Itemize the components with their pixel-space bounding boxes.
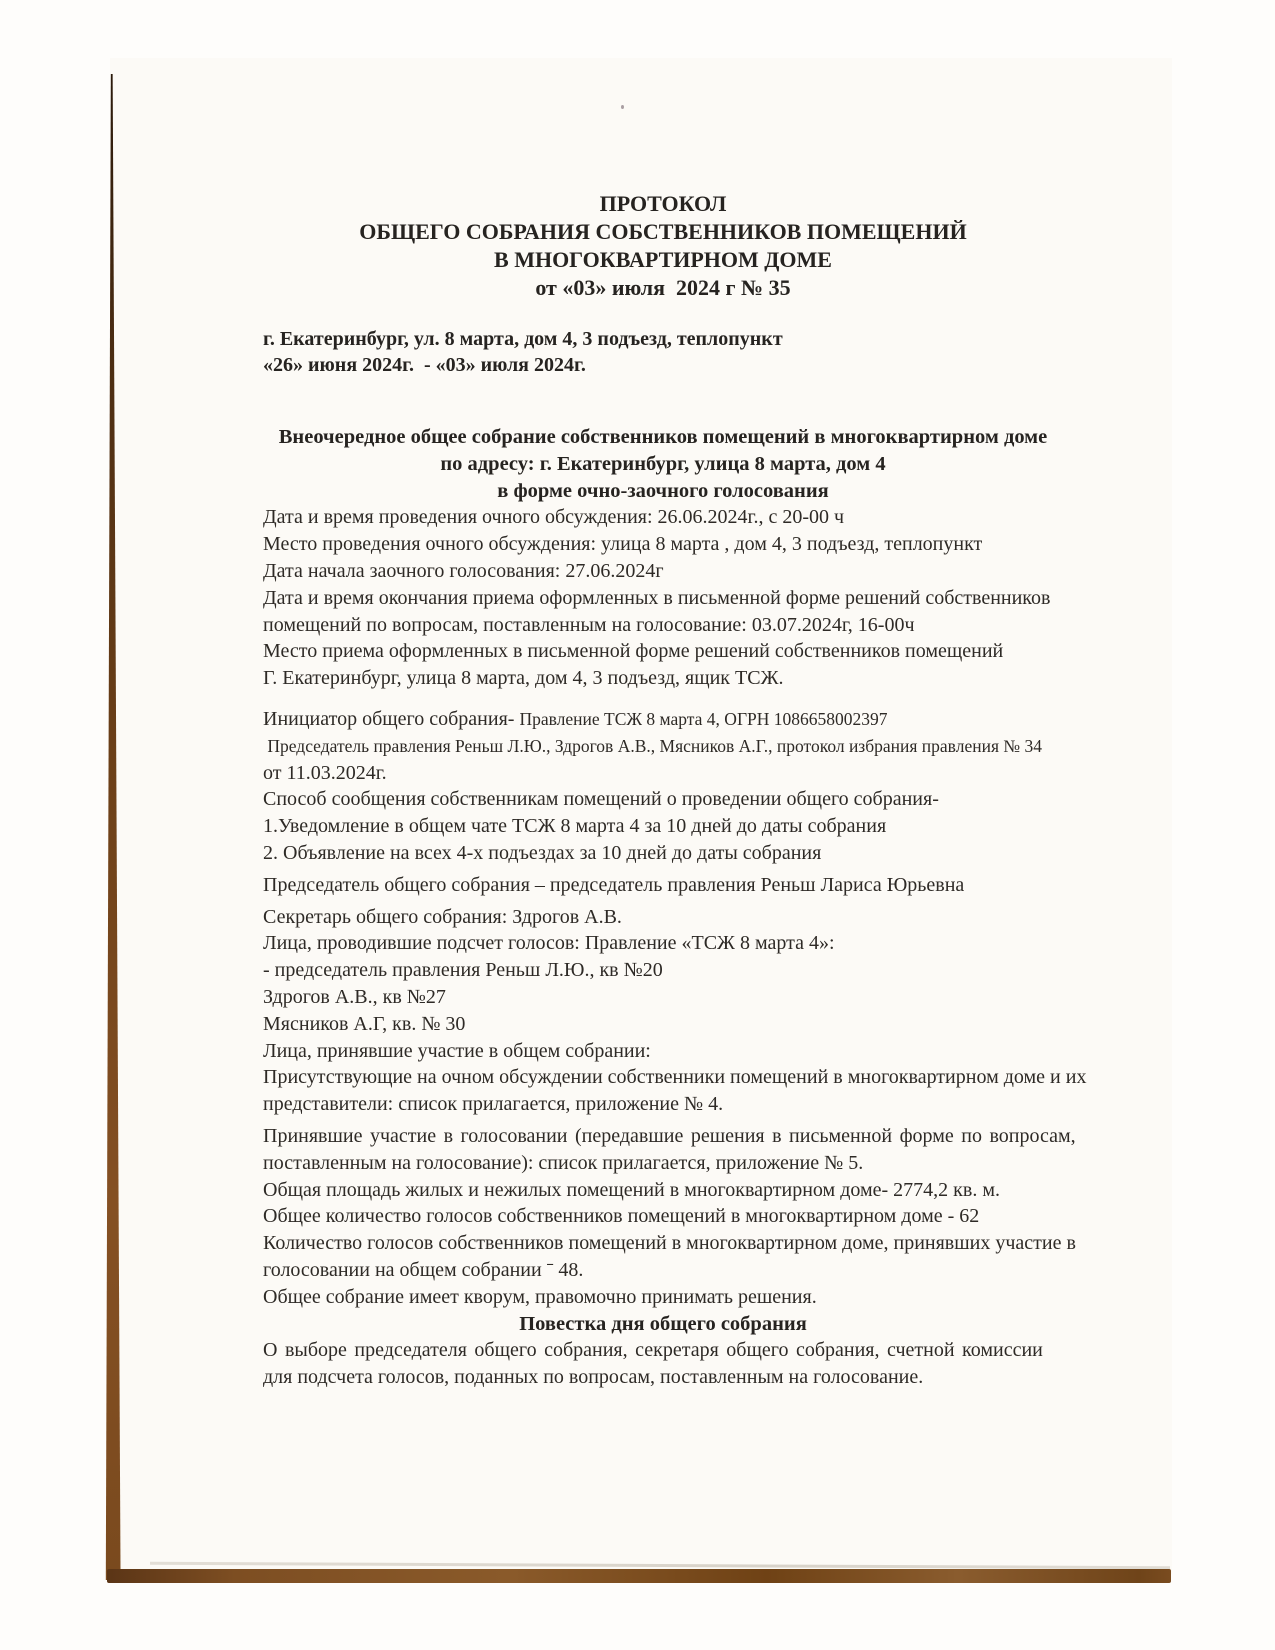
document-line: Дата и время окончания приема оформленных в письменной форме решений собственников [263,586,1051,609]
document-line: помещений по вопросам, поставленным на голосование: 03.07.2024г, 16-00ч [263,613,915,636]
document-line: Внеочередное общее собрание собственников помещений в многоквартирном доме [278,426,1048,448]
document-line: Место проведения очного обсуждения: улица 8 марта , дом 4, 3 подъезд, теплопункт [263,533,983,556]
document-title-line: ОБЩЕГО СОБРАНИЯ СОБСТВЕННИКОВ ПОМЕЩЕНИЙ [359,219,967,244]
scan-edge-bottom [107,1569,1171,1583]
document-line: в форме очно-заочного голосования [497,479,829,502]
text-segment: Правление ТСЖ 8 марта 4, ОГРН 1086658002397 [519,708,888,729]
document-line: Председатель правления Реньш Л.Ю., Здрогов А.В., Мясников А.Г., протокол избрания правления № 34 [263,735,1042,756]
document-line: Мясников А.Г, кв. № 30 [263,1012,466,1035]
document-line [263,706,1063,733]
document-line: Общее количество голосов собственников помещений в многоквартирном доме - 62 [263,1205,980,1228]
document-line: голосовании на общем собрании ˉ 48. [263,1258,584,1281]
document-line: Присутствующие на очном обсуждении собственники помещений в многоквартирном доме и их [263,1066,1087,1089]
document-date-range-line: «26» июня 2024г. - «03» июля 2024г. [263,354,586,376]
document-line: Общее собрание имеет кворум, правомочно принимать решения. [263,1285,817,1308]
document-line: Место приема оформленных в письменной форме решений собственников помещений [263,640,1004,663]
document-title-block [263,190,1063,302]
document-line: Дата и время проведения очного обсуждения: 26.06.2024г., с 20-00 ч [263,506,845,529]
document-line: по адресу: г. Екатеринбург, улица 8 марта, дом 4 [440,452,886,475]
document-title-line: В МНОГОКВАРТИРНОМ ДОМЕ [494,247,832,272]
document-content [263,190,1087,1391]
text-segment: Инициатор общего собрания- [263,707,520,730]
document-line: для подсчета голосов, поданных по вопросам, поставленным на голосование. [263,1366,924,1389]
document-line: Здрогов А.В., кв №27 [263,985,446,1008]
document-line: 1.Уведомление в общем чате ТСЖ 8 марта 4 за 10 дней до даты собрания [263,815,887,838]
document-line: Председатель общего собрания – председатель правления Реньш Лариса Юрьевна [263,873,965,896]
document-place-line: г. Екатеринбург, ул. 8 марта, дом 4, 3 подъезд, теплопункт [263,328,783,350]
document-line: Количество голосов собственников помещений в многоквартирном доме, принявших участие в [263,1232,1076,1255]
document-title-line: от «03» июля 2024 г № 35 [535,275,791,300]
document-line: Дата начала заочного голосования: 27.06.2024г [263,559,664,582]
document-line: Общая площадь жилых и нежилых помещений в многоквартирном доме- 2774,2 кв. м. [263,1178,1001,1201]
document-title-line: ПРОТОКОЛ [599,191,727,216]
document-line: от 11.03.2024г. [263,761,387,784]
document-line: - председатель правления Реньш Л.Ю., кв №20 [263,959,663,982]
document-line: представители: список прилагается, приложение № 4. [263,1093,724,1116]
document-line: Лица, принявшие участие в общем собрании: [263,1039,651,1062]
document-line: поставленным на голосование): список прилагается, приложение № 5. [263,1151,864,1174]
document-line: 2. Объявление на всех 4-х подъездах за 10 дней до даты собрания [263,841,822,864]
document-place-date-block [263,326,1063,378]
document-line: Способ сообщения собственникам помещений о проведении общего собрания- [263,788,939,811]
document-line: Г. Екатеринбург, улица 8 марта, дом 4, 3 подъезд, ящик ТСЖ. [263,667,784,690]
document-body [263,424,1087,1391]
document-line: Секретарь общего собрания: Здрогов А.В. [263,905,622,928]
document-line: Лица, проводившие подсчет голосов: Правление «ТСЖ 8 марта 4»: [263,932,835,955]
document-line: Повестка дня общего собрания [519,1312,807,1335]
dust-speck [621,105,624,109]
document-line: Принявшие участие в голосовании (передавшие решения в письменной форме по вопросам, [263,1124,1076,1147]
document-line: О выборе председателя общего собрания, секретаря общего собрания, счетной комиссии [263,1339,1043,1362]
